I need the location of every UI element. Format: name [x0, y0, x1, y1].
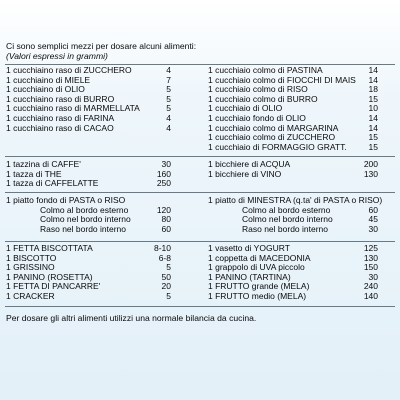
- row-value: 5: [166, 93, 171, 104]
- row-value: 130: [363, 168, 378, 179]
- row-value: 5: [166, 84, 171, 95]
- row-label: 1 FRUTTO grande (MELA): [208, 281, 310, 292]
- row-value: 14: [368, 112, 378, 123]
- divider: [5, 156, 395, 157]
- row-label: 1 cucchiaio colmo di FIOCCHI DI MAIS: [208, 74, 356, 85]
- row-label: 1 PANINO (TARTINA): [208, 271, 291, 282]
- column-left: [6, 160, 201, 189]
- row-label: 1 tazza di THE: [6, 168, 62, 179]
- row-label: 1 cucchiaino raso di FARINA: [6, 112, 115, 123]
- table-row: [6, 225, 201, 235]
- divider: [5, 306, 395, 307]
- row-label: 1 vasetto di YOGURT: [208, 243, 290, 253]
- row-label: 1 grappolo di UVA piccolo: [208, 262, 305, 273]
- row-value: 45: [368, 214, 378, 225]
- row-value: 4: [166, 112, 171, 123]
- row-value: 125: [363, 243, 378, 253]
- row-label: 1 CRACKER: [6, 290, 55, 301]
- table-row: [6, 292, 201, 302]
- table-row: [208, 292, 394, 302]
- row-label: 1 cucchiaino raso di BURRO: [6, 93, 115, 104]
- row-value: 5: [166, 262, 171, 273]
- row-value: 6-8: [158, 252, 171, 263]
- row-label: 1 cucchiaio fondo di OLIO: [208, 112, 306, 123]
- column-right: [208, 160, 394, 179]
- intro: [6, 41, 196, 61]
- row-value: 150: [363, 262, 378, 273]
- intro-title: Ci sono semplici mezzi per dosare alcuni alimenti:: [6, 41, 197, 51]
- row-label: Colmo al bordo esterno: [242, 204, 331, 215]
- table-row: [208, 143, 394, 153]
- row-value: 15: [368, 132, 378, 143]
- row-label: 1 tazzina di CAFFE': [6, 159, 81, 169]
- row-value: 8-10: [153, 243, 171, 253]
- row-label: 1 cucchiaino raso di ZUCCHERO: [6, 65, 132, 75]
- row-label: 1 cucchiaino raso di CACAO: [6, 122, 114, 133]
- row-label: 1 cucchiaio colmo di BURRO: [208, 93, 318, 104]
- row-value: 240: [363, 281, 378, 292]
- row-label: 1 cucchiaio colmo di MARGARINA: [208, 122, 339, 133]
- row-label: Raso nel bordo interno: [242, 223, 329, 234]
- row-value: 250: [156, 178, 171, 189]
- row-value: 140: [363, 290, 378, 301]
- row-value: 30: [161, 159, 171, 169]
- row-label: 1 cucchiaio colmo di ZUCCHERO: [208, 132, 336, 143]
- table-row: [6, 179, 201, 189]
- row-value: 15: [368, 93, 378, 104]
- row-label: 1 cucchiaio di OLIO: [208, 103, 283, 114]
- divider: [5, 192, 395, 193]
- row-value: 4: [166, 122, 171, 133]
- table-row: [208, 170, 394, 180]
- row-value: 50: [161, 271, 171, 282]
- row-value: 80: [161, 214, 171, 225]
- column-right: [208, 196, 394, 234]
- row-label: 1 piatto di MINESTRA (q.ta' di PASTA o RISO): [208, 195, 383, 205]
- row-value: 130: [363, 252, 378, 263]
- row-label: 1 cucchiaino di MIELE: [6, 74, 91, 85]
- row-label: 1 tazza di CAFFELATTE: [6, 178, 99, 189]
- column-right: [208, 244, 394, 302]
- row-value: 60: [161, 223, 171, 234]
- row-value: 4: [166, 65, 171, 75]
- row-value: 30: [368, 223, 378, 234]
- column-right: [208, 66, 394, 152]
- row-label: Colmo nel bordo interno: [242, 214, 333, 225]
- row-value: 200: [363, 159, 378, 169]
- row-label: 1 FETTA DI PANCARRE': [6, 281, 101, 292]
- row-value: 160: [156, 168, 171, 179]
- row-label: 1 GRISSINO: [6, 262, 55, 273]
- row-value: 5: [166, 290, 171, 301]
- row-value: 5: [166, 103, 171, 114]
- row-label: 1 bicchiere di VINO: [208, 168, 282, 179]
- column-left: [6, 244, 201, 302]
- divider: [5, 241, 395, 242]
- row-label: 1 piatto fondo di PASTA o RISO: [6, 195, 126, 205]
- footnote: Per dosare gli altri alimenti utilizzi una normale bilancia da cucina.: [6, 313, 257, 323]
- intro-subtitle: (Valori espressi in grammi): [6, 51, 108, 61]
- row-value: 10: [368, 103, 378, 114]
- row-value: 14: [368, 65, 378, 75]
- row-value: 18: [368, 84, 378, 95]
- row-label: 1 cucchiaino raso di MARMELLATA: [6, 103, 140, 114]
- row-label: 1 BISCOTTO: [6, 252, 57, 263]
- row-value: 120: [156, 204, 171, 215]
- row-value: 14: [368, 122, 378, 133]
- row-label: 1 PANINO (ROSETTA): [6, 271, 93, 282]
- row-value: 15: [368, 141, 378, 152]
- row-value: 7: [166, 74, 171, 85]
- row-value: 60: [368, 204, 378, 215]
- row-label: 1 cucchiaio di FORMAGGIO GRATT.: [208, 141, 347, 152]
- row-value: 30: [368, 271, 378, 282]
- row-label: 1 FETTA BISCOTTATA: [6, 243, 93, 253]
- row-label: 1 bicchiere di ACQUA: [208, 159, 291, 169]
- row-value: 14: [368, 74, 378, 85]
- row-value: 20: [161, 281, 171, 292]
- row-label: 1 cucchiaio colmo di RISO: [208, 84, 308, 95]
- row-label: Raso nel bordo interno: [40, 223, 127, 234]
- column-left: [6, 196, 201, 234]
- row-label: Colmo nel bordo interno: [40, 214, 131, 225]
- row-label: Colmo al bordo esterno: [40, 204, 129, 215]
- row-label: 1 cucchiaino di OLIO: [6, 84, 85, 95]
- row-label: 1 cucchiaio colmo di PASTINA: [208, 65, 323, 75]
- table-row: [6, 124, 201, 134]
- column-left: [6, 66, 201, 133]
- row-label: 1 FRUTTO medio (MELA): [208, 290, 307, 301]
- table-row: [208, 225, 394, 235]
- row-label: 1 coppetta di MACEDONIA: [208, 252, 311, 263]
